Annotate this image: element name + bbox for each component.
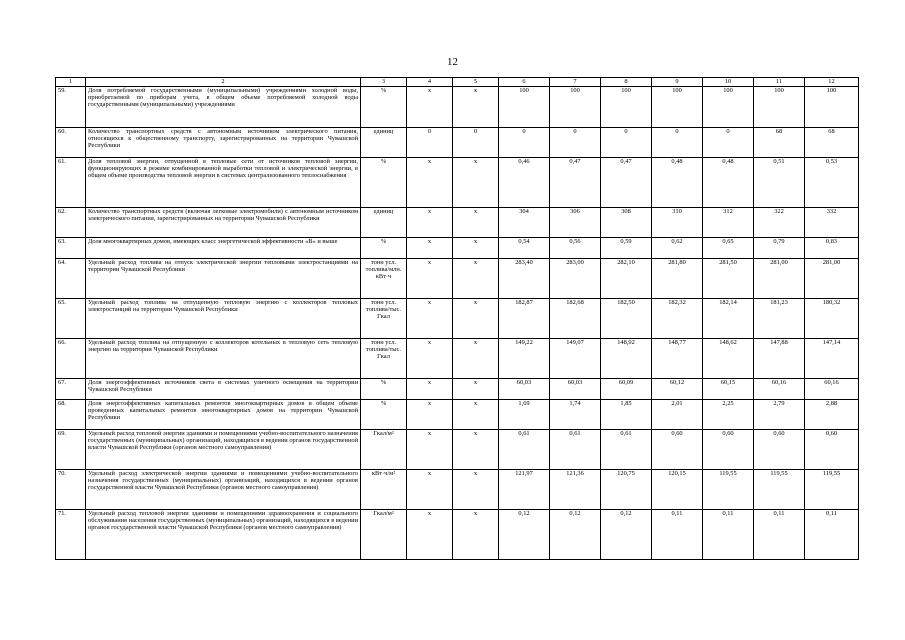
unit-of-measure: % — [361, 87, 407, 128]
value-cell: 283,00 — [550, 259, 601, 299]
value-cell: 100 — [652, 87, 703, 128]
column-number-6: 6 — [499, 78, 550, 87]
value-cell: 0,61 — [601, 430, 652, 470]
table-row — [56, 128, 859, 158]
row-number: 64. — [56, 259, 86, 299]
row-number: 66. — [56, 339, 86, 379]
value-cell: 0,46 — [499, 158, 550, 208]
value-cell: 2,88 — [805, 400, 859, 430]
value-cell: 100 — [805, 87, 859, 128]
value-cell: 0,47 — [550, 158, 601, 208]
value-cell: х — [407, 400, 453, 430]
unit-of-measure: тонн усл. топлива/тыс. Гкал — [361, 299, 407, 339]
value-cell: х — [407, 510, 453, 560]
page-number: 12 — [447, 56, 458, 68]
value-cell: 0,12 — [550, 510, 601, 560]
unit-of-measure: тонн усл. топлива/тыс. Гкал — [361, 339, 407, 379]
row-number: 70. — [56, 470, 86, 510]
unit-of-measure: Гкал/м² — [361, 430, 407, 470]
row-number: 59. — [56, 87, 86, 128]
value-cell: 0 — [550, 128, 601, 158]
value-cell: 182,50 — [601, 299, 652, 339]
column-number-11: 11 — [754, 78, 805, 87]
indicator-name: Количество транспортных средств с автономным источником электрического питания, относящихся к общественному транспорту, зарегистрированных на территории Чувашской Республики — [86, 128, 361, 158]
row-number: 67. — [56, 379, 86, 400]
column-number-9: 9 — [652, 78, 703, 87]
value-cell: 0,12 — [601, 510, 652, 560]
value-cell: 310 — [652, 208, 703, 238]
value-cell: 0,48 — [703, 158, 754, 208]
value-cell: х — [453, 400, 499, 430]
unit-of-measure: кВт·ч/м² — [361, 470, 407, 510]
value-cell: 0,54 — [499, 238, 550, 259]
table-row — [56, 87, 859, 128]
value-cell: 0,62 — [652, 238, 703, 259]
table-row — [56, 208, 859, 238]
value-cell: 1,74 — [550, 400, 601, 430]
value-cell: х — [407, 339, 453, 379]
value-cell: 119,55 — [754, 470, 805, 510]
value-cell: 0 — [601, 128, 652, 158]
value-cell: 60,03 — [499, 379, 550, 400]
row-number: 62. — [56, 208, 86, 238]
indicator-name: Количество транспортных средств (включая легковые электромобили) с автономным источником электрического питания, зарегистрированных на территории Чувашской Республики — [86, 208, 361, 238]
column-number-row — [56, 78, 859, 87]
value-cell: 68 — [754, 128, 805, 158]
value-cell: 332 — [805, 208, 859, 238]
value-cell: х — [407, 87, 453, 128]
value-cell: х — [407, 379, 453, 400]
value-cell: 2,01 — [652, 400, 703, 430]
table-row — [56, 339, 859, 379]
value-cell: 2,25 — [703, 400, 754, 430]
value-cell: 282,10 — [601, 259, 652, 299]
unit-of-measure: % — [361, 238, 407, 259]
value-cell: 0,48 — [652, 158, 703, 208]
indicator-name: Доля энергоэффективных капитальных ремонтов многоквартирных домов в общем объеме проведенных капитальных ремонтов многоквартирных домов на территории Чувашской Республики — [86, 400, 361, 430]
indicator-name: Удельный расход тепловой энергии зданиями и помещениями учебно-воспитательного назначения государственных (муниципальных) организаций, находящихся в ведении органов государственной власти Чувашской Республики (органов местного самоуправления) — [86, 430, 361, 470]
value-cell: 0,79 — [754, 238, 805, 259]
value-cell: 149,22 — [499, 339, 550, 379]
row-number: 71. — [56, 510, 86, 560]
value-cell: х — [453, 430, 499, 470]
column-number-7: 7 — [550, 78, 601, 87]
value-cell: 121,36 — [550, 470, 601, 510]
table-row — [56, 470, 859, 510]
value-cell: 0,11 — [703, 510, 754, 560]
table-row — [56, 238, 859, 259]
value-cell: 182,87 — [499, 299, 550, 339]
value-cell: 120,15 — [652, 470, 703, 510]
table-row — [56, 158, 859, 208]
value-cell: 0 — [407, 128, 453, 158]
value-cell: 60,15 — [703, 379, 754, 400]
value-cell: 68 — [805, 128, 859, 158]
value-cell: 304 — [499, 208, 550, 238]
value-cell: 0,11 — [805, 510, 859, 560]
value-cell: 0 — [652, 128, 703, 158]
value-cell: х — [453, 87, 499, 128]
row-number: 69. — [56, 430, 86, 470]
column-number-8: 8 — [601, 78, 652, 87]
value-cell: 0,51 — [754, 158, 805, 208]
column-number-5: 5 — [453, 78, 499, 87]
indicator-name: Удельный расход электрической энергии зданиями и помещениями учебно-воспитательного назначения государственных (муниципальных) организаций, находящихся в ведении органов государственной власти Чувашской Республики (органов местного самоуправления) — [86, 470, 361, 510]
column-number-2: 2 — [86, 78, 361, 87]
value-cell: 100 — [499, 87, 550, 128]
value-cell: 306 — [550, 208, 601, 238]
value-cell: 1,85 — [601, 400, 652, 430]
row-number: 65. — [56, 299, 86, 339]
value-cell: х — [407, 158, 453, 208]
value-cell: 0,47 — [601, 158, 652, 208]
indicator-name: Удельный расход топлива на отпущенную с коллекторов котельных в тепловую сеть тепловую энергию на территории Чувашской Республики — [86, 339, 361, 379]
value-cell: 60,16 — [754, 379, 805, 400]
value-cell: х — [453, 470, 499, 510]
value-cell: х — [407, 238, 453, 259]
value-cell: х — [453, 339, 499, 379]
table-row — [56, 379, 859, 400]
row-number: 61. — [56, 158, 86, 208]
value-cell: 119,55 — [703, 470, 754, 510]
value-cell: 281,50 — [703, 259, 754, 299]
column-number-10: 10 — [703, 78, 754, 87]
row-number: 60. — [56, 128, 86, 158]
value-cell: 100 — [601, 87, 652, 128]
value-cell: 148,77 — [652, 339, 703, 379]
value-cell: х — [407, 208, 453, 238]
value-cell: 0,56 — [550, 238, 601, 259]
row-number: 68. — [56, 400, 86, 430]
unit-of-measure: единиц — [361, 208, 407, 238]
value-cell: 182,32 — [652, 299, 703, 339]
value-cell: 281,00 — [754, 259, 805, 299]
value-cell: 0,65 — [703, 238, 754, 259]
indicator-name: Удельный расход тепловой энергии зданиями и помещениями здравоохранения и социального обслуживания населения государственных (муниципальных) организаций, находящихся в ведении органов государственной власти Чувашской Республики (органов местного самоуправления) — [86, 510, 361, 560]
value-cell: 182,14 — [703, 299, 754, 339]
value-cell: 120,75 — [601, 470, 652, 510]
unit-of-measure: единиц — [361, 128, 407, 158]
value-cell: 149,07 — [550, 339, 601, 379]
value-cell: 60,12 — [652, 379, 703, 400]
column-number-1: 1 — [56, 78, 86, 87]
table-row — [56, 430, 859, 470]
value-cell: 281,00 — [805, 259, 859, 299]
value-cell: 147,88 — [754, 339, 805, 379]
value-cell: 0 — [499, 128, 550, 158]
unit-of-measure: % — [361, 379, 407, 400]
value-cell: 182,68 — [550, 299, 601, 339]
value-cell: 0,11 — [652, 510, 703, 560]
indicator-name: Удельный расход топлива на отпущенную тепловую энергию с коллекторов тепловых электростанций на территории Чувашской Республики — [86, 299, 361, 339]
indicator-name: Доля энергоэффективных источников света в системах уличного освещения на территории Чувашской Республики — [86, 379, 361, 400]
value-cell: 281,80 — [652, 259, 703, 299]
unit-of-measure: % — [361, 400, 407, 430]
value-cell: 100 — [754, 87, 805, 128]
value-cell: 180,32 — [805, 299, 859, 339]
value-cell: х — [453, 379, 499, 400]
indicator-name: Доля многоквартирных домов, имеющих класс энергетической эффективности «В» и выше — [86, 238, 361, 259]
indicator-name: Удельный расход топлива на отпуск электрической энергии тепловыми электростанциями на территории Чувашской Республики — [86, 259, 361, 299]
unit-of-measure: % — [361, 158, 407, 208]
column-number-12: 12 — [805, 78, 859, 87]
value-cell: 2,79 — [754, 400, 805, 430]
value-cell: х — [407, 430, 453, 470]
value-cell: 0,11 — [754, 510, 805, 560]
indicator-name: Доля тепловой энергии, отпущенной в тепловые сети от источников тепловой энергии, функционирующих в режиме комбинированной выработки тепловой и электрической энергии, в общем объеме производства тепловой энергии в системах централизованного теплоснабжения — [86, 158, 361, 208]
value-cell: 0 — [453, 128, 499, 158]
table-row — [56, 400, 859, 430]
value-cell: х — [407, 259, 453, 299]
value-cell: 148,62 — [703, 339, 754, 379]
value-cell: 0,61 — [550, 430, 601, 470]
value-cell: х — [453, 208, 499, 238]
value-cell: 308 — [601, 208, 652, 238]
value-cell: 148,92 — [601, 339, 652, 379]
value-cell: 100 — [703, 87, 754, 128]
value-cell: х — [453, 238, 499, 259]
value-cell: х — [453, 259, 499, 299]
value-cell: 1,69 — [499, 400, 550, 430]
value-cell: 121,97 — [499, 470, 550, 510]
column-number-4: 4 — [407, 78, 453, 87]
value-cell: 0,83 — [805, 238, 859, 259]
unit-of-measure: тонн усл. топлива/млн. кВт·ч — [361, 259, 407, 299]
value-cell: 0,60 — [703, 430, 754, 470]
value-cell: 0,12 — [499, 510, 550, 560]
value-cell: 322 — [754, 208, 805, 238]
value-cell: 0 — [703, 128, 754, 158]
value-cell: 0,59 — [601, 238, 652, 259]
value-cell: 312 — [703, 208, 754, 238]
value-cell: 119,55 — [805, 470, 859, 510]
value-cell: 0,53 — [805, 158, 859, 208]
value-cell: х — [453, 299, 499, 339]
value-cell: 100 — [550, 87, 601, 128]
value-cell: х — [453, 510, 499, 560]
column-number-3: 3 — [361, 78, 407, 87]
value-cell: 60,16 — [805, 379, 859, 400]
value-cell: 181,23 — [754, 299, 805, 339]
value-cell: 283,40 — [499, 259, 550, 299]
value-cell: 147,14 — [805, 339, 859, 379]
table-row — [56, 510, 859, 560]
value-cell: 60,09 — [601, 379, 652, 400]
indicators-table — [55, 77, 859, 560]
table-row — [56, 259, 859, 299]
value-cell: х — [407, 470, 453, 510]
table-row — [56, 299, 859, 339]
value-cell: х — [453, 158, 499, 208]
value-cell: 0,60 — [805, 430, 859, 470]
row-number: 63. — [56, 238, 86, 259]
value-cell: 0,60 — [754, 430, 805, 470]
value-cell: 60,03 — [550, 379, 601, 400]
indicator-name: Доля потребляемой государственными (муниципальными) учреждениями холодной воды, приобретаемой по приборам учета, в общем объеме потребляемой холодной воды государственными (муниципальными) учреждениями — [86, 87, 361, 128]
value-cell: 0,60 — [652, 430, 703, 470]
value-cell: х — [407, 299, 453, 339]
unit-of-measure: Гкал/м² — [361, 510, 407, 560]
value-cell: 0,61 — [499, 430, 550, 470]
